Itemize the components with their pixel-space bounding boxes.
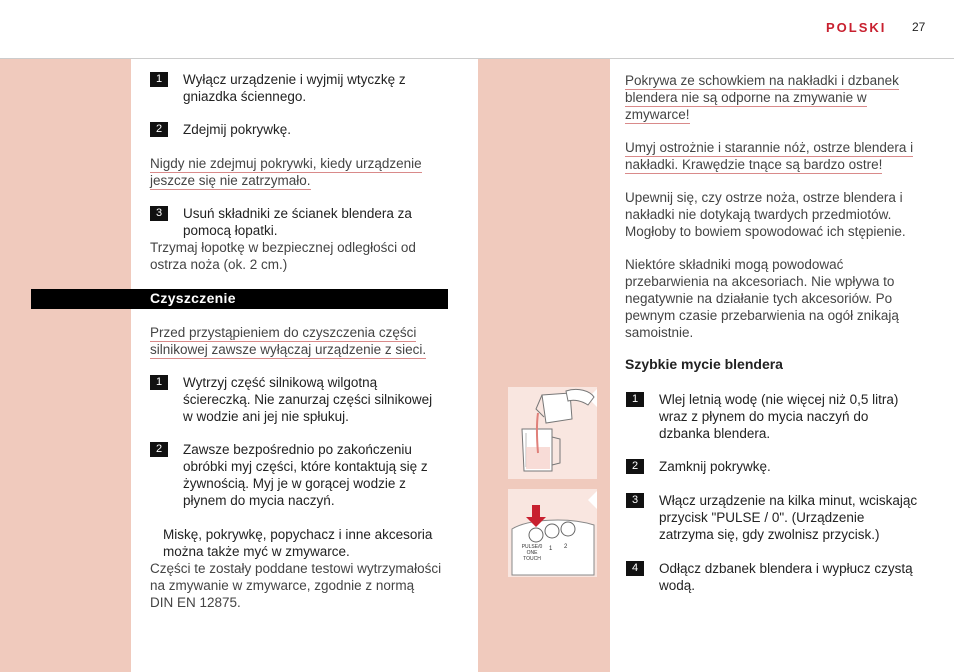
warning-line: Pokrywa ze schowkiem na nakładki i dzbanek bbox=[625, 73, 899, 88]
para-line: pewnym czasie przebarwienia na ogół znikają bbox=[625, 308, 899, 323]
step-number: 2 bbox=[626, 459, 644, 474]
step-1-unplug bbox=[150, 71, 450, 107]
pour-water-drawing bbox=[508, 387, 597, 479]
step-2-remove-lid bbox=[150, 121, 450, 139]
step-number: 3 bbox=[626, 493, 644, 508]
step-text-line: żywnością. Myj je w gorącej wodzie z bbox=[183, 476, 406, 491]
para-line: Upewnij się, czy ostrze noża, ostrze blendera i bbox=[625, 190, 903, 205]
step-text-line: gniazdka ściennego. bbox=[183, 89, 307, 104]
step-text-line: Włącz urządzenie na kilka minut, wciskając bbox=[659, 493, 918, 508]
language-label: POLSKI bbox=[826, 20, 887, 35]
step-text-line: Zawsze bezpośrednio po zakończeniu bbox=[183, 442, 412, 457]
step-text-line: Zdejmij pokrywkę. bbox=[183, 122, 292, 137]
para-line: samoistnie. bbox=[625, 325, 694, 340]
para-line: Niektóre składniki mogą powodować bbox=[625, 257, 844, 272]
step-text-line: wraz z płynem do mycia naczyń do bbox=[659, 409, 869, 424]
header-rule bbox=[0, 58, 954, 59]
step-text-line: Wytrzyj część silnikową wilgotną bbox=[183, 375, 378, 390]
para-discoloration bbox=[625, 256, 935, 341]
illustration-dial-label-2: 2 bbox=[564, 544, 568, 550]
step-text-line: obróbki myj części, które kontaktują się z bbox=[183, 459, 428, 474]
left-margin-band bbox=[0, 59, 131, 672]
quick-step-2 bbox=[626, 458, 936, 476]
note-line: Części te zostały poddane testowi wytrzymałości bbox=[150, 561, 442, 576]
step-text-line: ściereczką. Nie zanurzaj części silnikowej bbox=[183, 392, 433, 407]
para-line: nakładki nie dotykają twardych przedmiotów. bbox=[625, 207, 892, 222]
clean-step-1 bbox=[150, 374, 450, 428]
step-text-line: wodą. bbox=[659, 578, 696, 593]
quick-step-4 bbox=[626, 560, 936, 596]
pulse-button-drawing bbox=[508, 489, 597, 577]
para-line: negatywnie na działanie tych akcesoriów. Po bbox=[625, 291, 893, 306]
step-text-line: Wyłącz urządzenie i wyjmij wtyczkę z bbox=[183, 72, 406, 87]
step-number: 3 bbox=[150, 206, 168, 221]
step-text-line: dzbanka blendera. bbox=[659, 426, 771, 441]
bullet-line: można także myć w zmywarce. bbox=[163, 544, 350, 559]
step-text-line: Usuń składniki ze ścianek blendera za bbox=[183, 206, 412, 221]
step-text-line: przycisk "PULSE / 0". (Urządzenie bbox=[659, 510, 865, 525]
illustration-pulse-button bbox=[508, 489, 597, 577]
warning-unplug bbox=[150, 324, 450, 358]
illustration-dial-label-1: 1 bbox=[549, 546, 553, 552]
step-number: 1 bbox=[150, 72, 168, 87]
warning-sharp bbox=[625, 139, 935, 173]
warning-dishwasher bbox=[625, 72, 935, 123]
step-number: 2 bbox=[150, 122, 168, 137]
bullet-dishwasher bbox=[163, 526, 453, 560]
warning-line: Przed przystąpieniem do czyszczenia części bbox=[150, 325, 417, 340]
section-title-cleaning: Czyszczenie bbox=[150, 290, 236, 306]
step-text-line: Odłącz dzbanek blendera i wypłucz czystą bbox=[659, 561, 913, 576]
quick-step-1 bbox=[626, 391, 936, 445]
warning-line: Umyj ostrożnie i starannie nóż, ostrze blendera i bbox=[625, 140, 914, 155]
center-margin-band bbox=[478, 59, 610, 672]
step-number: 4 bbox=[626, 561, 644, 576]
warning-line: Nigdy nie zdejmuj pokrywki, kiedy urządzenie bbox=[150, 156, 422, 171]
note-line: ostrza noża (ok. 2 cm.) bbox=[150, 257, 288, 272]
note-din bbox=[150, 560, 450, 611]
warning-lid bbox=[150, 155, 450, 189]
quick-step-3 bbox=[626, 492, 936, 546]
step-text-line: Zamknij pokrywkę. bbox=[659, 459, 771, 474]
step-3-scrape bbox=[150, 205, 450, 241]
note-spatula bbox=[150, 239, 450, 273]
section-bar bbox=[31, 289, 448, 309]
step-text-line: pomocą łopatki. bbox=[183, 223, 278, 238]
step-text-line: w wodzie ani jej nie spłukuj. bbox=[183, 409, 349, 424]
page-number: 27 bbox=[912, 20, 926, 34]
subheading-quick-clean: Szybkie mycie blendera bbox=[625, 356, 783, 372]
warning-line: silnikowej zawsze wyłączaj urządzenie z sieci. bbox=[150, 342, 427, 357]
warning-line: zmywarce! bbox=[625, 107, 690, 122]
clean-step-2 bbox=[150, 441, 450, 511]
step-number: 1 bbox=[626, 392, 644, 407]
note-line: na zmywanie w zmywarce, zgodnie z normą bbox=[150, 578, 415, 593]
para-line: przebarwienia na akcesoriach. Nie wpływa to bbox=[625, 274, 895, 289]
illustration-pour-water bbox=[508, 387, 597, 479]
warning-line: blendera nie są odporne na zmywanie w bbox=[625, 90, 867, 105]
step-text-line: płynem do mycia naczyń. bbox=[183, 493, 335, 508]
warning-line: nakładki. Krawędzie tnące są bardzo ostre! bbox=[625, 157, 883, 172]
para-line: Mogłoby to bowiem spowodować ich stępienie. bbox=[625, 224, 906, 239]
step-number: 2 bbox=[150, 442, 168, 457]
step-number: 1 bbox=[150, 375, 168, 390]
note-line: DIN EN 12875. bbox=[150, 595, 241, 610]
step-text-line: zatrzyma się, gdy zwolnisz przycisk.) bbox=[659, 527, 880, 542]
illustration-pulse-label: PULSE/0 ONE TOUCH bbox=[521, 544, 543, 562]
step-text-line: Wlej letnią wodę (nie więcej niż 0,5 litra) bbox=[659, 392, 899, 407]
warning-line: jeszcze się nie zatrzymało. bbox=[150, 173, 311, 188]
note-line: Trzymaj łopotkę w bezpiecznej odległości od bbox=[150, 240, 416, 255]
bullet-line: Miskę, pokrywkę, popychacz i inne akcesoria bbox=[163, 527, 433, 542]
para-blades bbox=[625, 189, 935, 240]
